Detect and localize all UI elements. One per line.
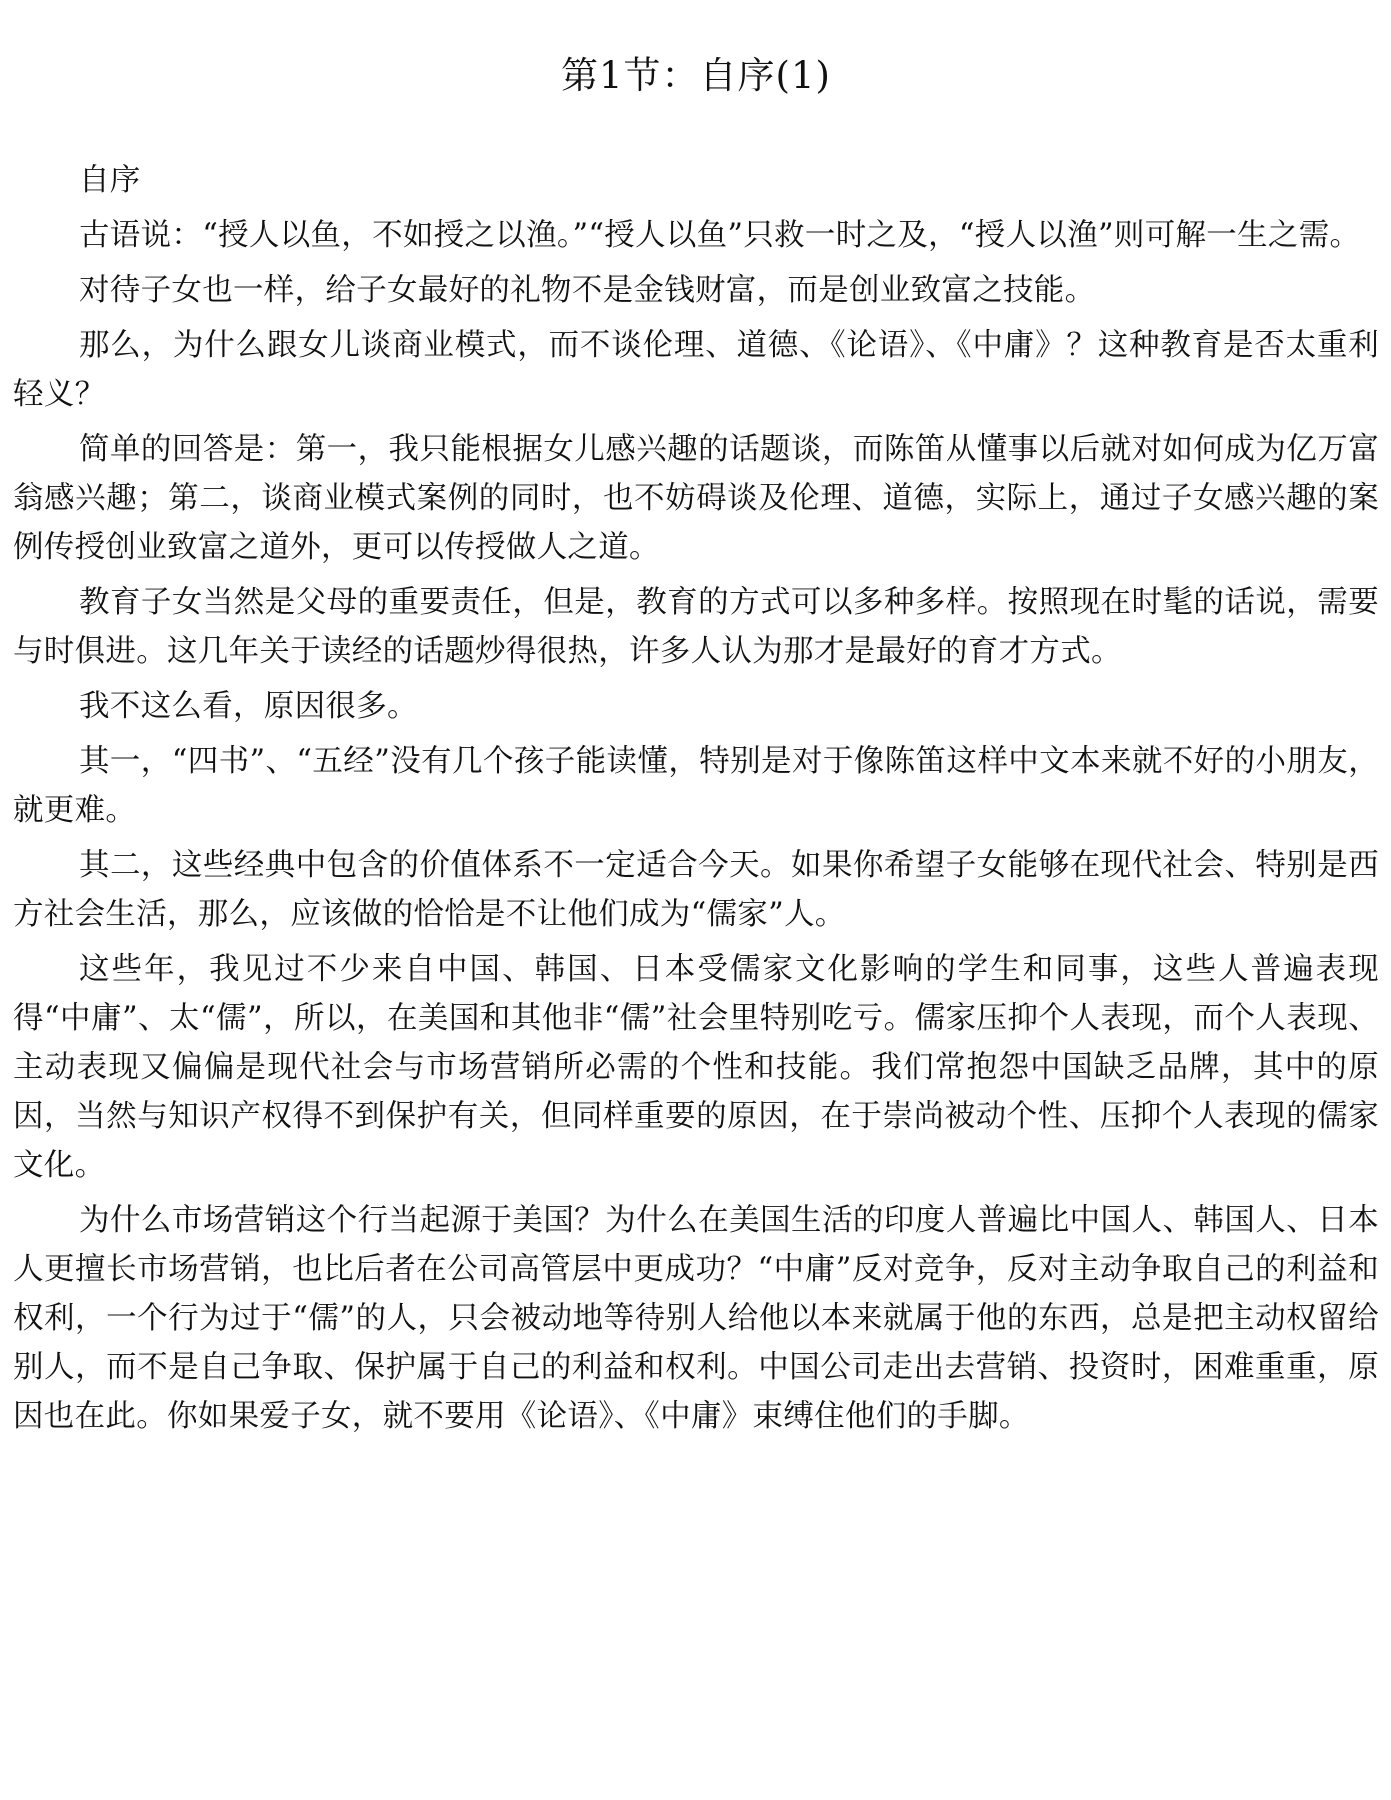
page-title: 第1节：自序(1) bbox=[561, 54, 831, 97]
paragraph-heading: 自序 bbox=[79, 163, 141, 198]
paragraph: 简单的回答是：第一，我只能根据女儿感兴趣的话题谈，而陈笛从懂事以后就对如何成为亿万富翁感兴趣；第二，谈商业模式案例的同时，也不妨碍谈及伦理、道德，实际上，通过子女感兴趣的案例传授创业致富之道外，更可以传授做人之道。 bbox=[13, 432, 1379, 565]
paragraph: 其一，“四书”、“五经”没有几个孩子能读懂，特别是对于像陈笛这样中文本来就不好的小朋友，就更难。 bbox=[13, 744, 1379, 828]
paragraph: 对待子女也一样，给子女最好的礼物不是金钱财富，而是创业致富之技能。 bbox=[79, 273, 1096, 308]
document-body bbox=[13, 156, 1379, 1441]
document-page bbox=[13, 40, 1379, 1447]
paragraph: 这些年，我见过不少来自中国、韩国、日本受儒家文化影响的学生和同事，这些人普遍表现得“中庸”、太“儒”，所以，在美国和其他非“儒”社会里特别吃亏。儒家压抑个人表现，而个人表现、主动表现又偏偏是现代社会与市场营销所必需的个性和技能。我们常抱怨中国缺乏品牌，其中的原因，当然与知识产权得不到保护有关，但同样重要的原因，在于崇尚被动个性、压抑个人表现的儒家文化。 bbox=[13, 952, 1379, 1183]
paragraph: 古语说：“授人以鱼，不如授之以渔。”“授人以鱼”只救一时之及，“授人以渔”则可解一生之需。 bbox=[79, 218, 1361, 253]
paragraph: 为什么市场营销这个行当起源于美国？为什么在美国生活的印度人普遍比中国人、韩国人、日本人更擅长市场营销，也比后者在公司高管层中更成功？“中庸”反对竞争，反对主动争取自己的利益和权利，一个行为过于“儒”的人，只会被动地等待别人给他以本来就属于他的东西，总是把主动权留给别人，而不是自己争取、保护属于自己的利益和权利。中国公司走出去营销、投资时，困难重重，原因也在此。你如果爱子女，就不要用《论语》、《中庸》束缚住他们的手脚。 bbox=[13, 1203, 1379, 1434]
paragraph: 我不这么看，原因很多。 bbox=[79, 689, 418, 724]
paragraph: 那么，为什么跟女儿谈商业模式，而不谈伦理、道德、《论语》、《中庸》？这种教育是否太重利轻义？ bbox=[13, 328, 1379, 412]
paragraph: 其二，这些经典中包含的价值体系不一定适合今天。如果你希望子女能够在现代社会、特别是西方社会生活，那么，应该做的恰恰是不让他们成为“儒家”人。 bbox=[13, 848, 1379, 932]
paragraph: 教育子女当然是父母的重要责任，但是，教育的方式可以多种多样。按照现在时髦的话说，需要与时俱进。这几年关于读经的话题炒得很热，许多人认为那才是最好的育才方式。 bbox=[13, 585, 1379, 669]
